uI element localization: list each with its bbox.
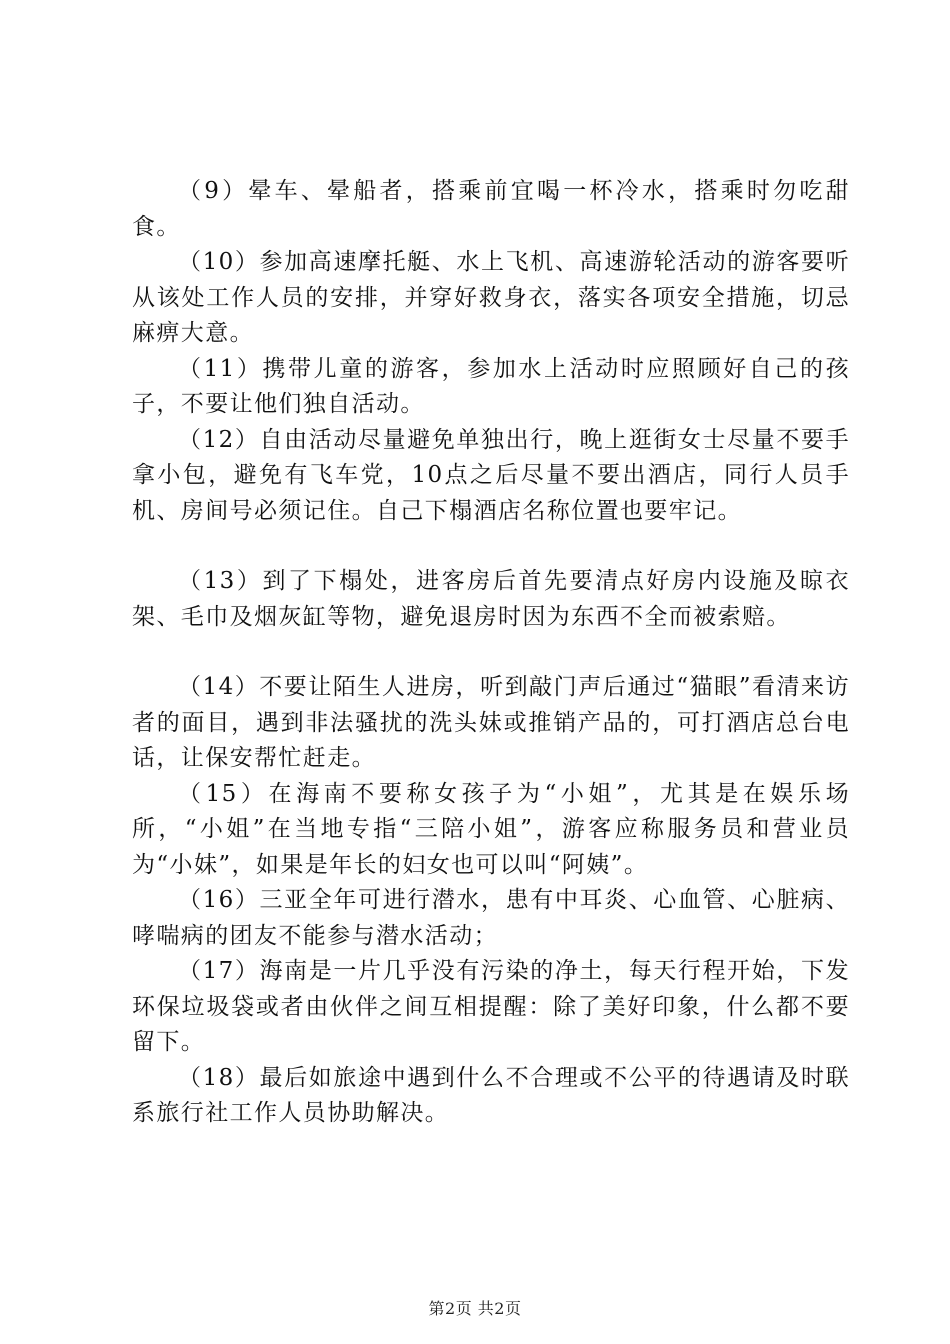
paragraph-item-13: （13）到了下榻处，进客房后首先要清点好房内设施及晾衣架、毛巾及烟灰缸等物，避免退房时因为东西不全而被索赔。: [132, 568, 850, 630]
paragraph-item-11: （11）携带儿童的游客，参加水上活动时应照顾好自己的孩子，不要让他们独自活动。: [132, 355, 850, 417]
paragraph-item-9: （9）晕车、晕船者，搭乘前宜喝一杯冷水，搭乘时勿吃甜食。: [132, 178, 850, 240]
paragraph-item-18: （18）最后如旅途中遇到什么不合理或不公平的待遇请及时联系旅行社工作人员协助解决。: [132, 1064, 850, 1126]
paragraph-item-16: （16）三亚全年可进行潜水，患有中耳炎、心血管、心脏病、哮喘病的团友不能参与潜水活动；: [132, 887, 850, 949]
paragraph-item-10: （10）参加高速摩托艇、水上飞机、高速游轮活动的游客要听从该处工作人员的安排，并穿好救身衣，落实各项安全措施，切忌麻痹大意。: [132, 249, 850, 346]
paragraph-item-12: （12）自由活动尽量避免单独出行，晚上逛街女士尽量不要手拿小包，避免有飞车党，10点之后尽量不要出酒店，同行人员手机、房间号必须记住。自己下榻酒店名称位置也要牢记。: [132, 426, 850, 524]
document-body: [132, 174, 850, 1132]
paragraph-item-17: （17）海南是一片几乎没有污染的净土，每天行程开始，下发环保垃圾袋或者由伙伴之间互相提醒：除了美好印象，什么都不要留下。: [132, 958, 850, 1055]
paragraph-item-15: （15）在海南不要称女孩子为“小姐”，尤其是在娱乐场所，“小姐”在当地专指“三陪小姐”，游客应称服务员和营业员为“小妹”，如果是年长的妇女也可以叫“阿姨”。: [132, 780, 850, 878]
page-number-footer: 第2页 共2页: [428, 1299, 522, 1318]
paragraph-item-14: （14）不要让陌生人进房，听到敲门声后通过“猫眼”看清来访者的面目，遇到非法骚扰的洗头妹或推销产品的，可打酒店总台电话，让保安帮忙赶走。: [132, 674, 850, 771]
